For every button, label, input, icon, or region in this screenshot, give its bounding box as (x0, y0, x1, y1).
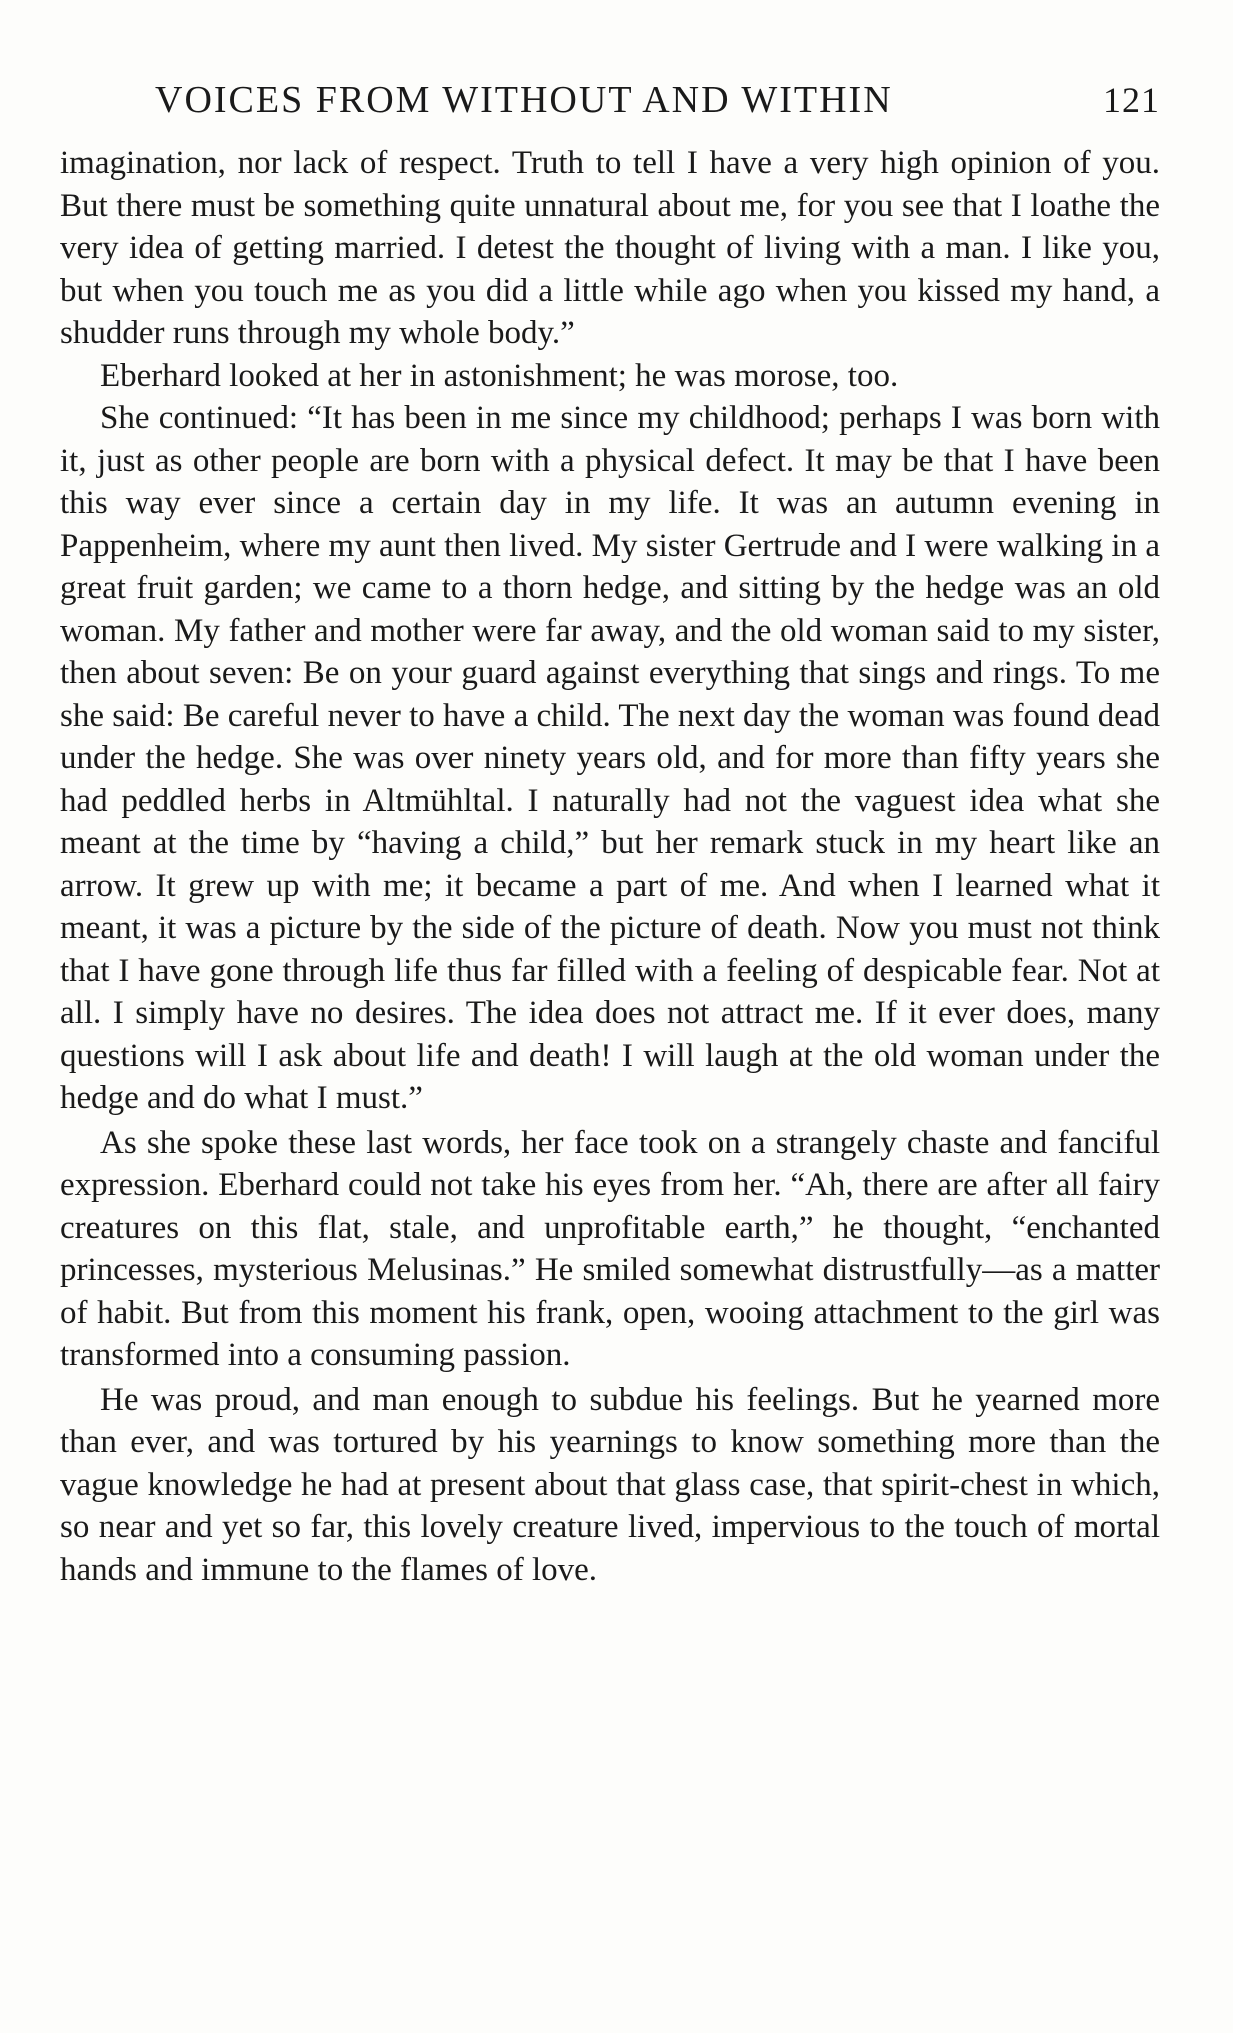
page-number: 121 (1103, 80, 1160, 120)
book-page (60, 78, 1160, 1591)
paragraph: She continued: “It has been in me since my childhood; perhaps I was born with it, just as other people are born with a physical defect. It may be that I have been this way ever since a certain day in my life. It was an autumn evening in Pappenheim, where my aunt then lived. My sister Gertrude and I were walking in a great fruit garden; we came to a thorn hedge, and sitting by the hedge was an old woman. My father and mother were far away, and the old woman said to my sister, then about seven: Be on your guard against everything that sings and rings. To me she said: Be careful never to have a child. The next day the woman was found dead under the hedge. She was over ninety years old, and for more than fifty years she had peddled herbs in Altmühltal. I naturally had not the vaguest idea what she meant at the time by “having a child,” but her remark stuck in my heart like an arrow. It grew up with me; it became a part of me. And when I learned what it meant, it was a picture by the side of the picture of death. Now you must not think that I have gone through life thus far filled with a feeling of despicable fear. Not at all. I simply have no desires. The idea does not attract me. If it ever does, many questions will I ask about life and death! I will laugh at the old woman under the hedge and do what I must.” (60, 400, 1160, 1116)
paragraph: As she spoke these last words, her face took on a strangely chaste and fanciful expression. Eberhard could not take his eyes from her. “Ah, there are after all fairy creatures on this flat, stale, and unprofitable earth,” he thought, “enchanted princesses, mysterious Melusinas.” He smiled somewhat distrustfully—as a matter of habit. But from this moment his frank, open, wooing attachment to the girl was transformed into a consuming passion. (60, 1124, 1160, 1373)
running-title: VOICES FROM WITHOUT AND WITHIN (155, 79, 893, 121)
running-head (60, 78, 1160, 122)
paragraph-continued: imagination, nor lack of respect. Truth to tell I have a very high opinion of you. But there must be something quite unnatural about me, for you see that I loathe the very idea of getting married. I detest the thought of living with a man. I like you, but when you touch me as you did a little while ago when you kissed my hand, a shudder runs through my whole body.” (60, 145, 1160, 351)
text-body (60, 142, 1160, 1591)
paragraph: He was proud, and man enough to subdue his feelings. But he yearned more than ever, and was tortured by his yearnings to know something more than the vague knowledge he had at present about that glass case, that spirit-chest in which, so near and yet so far, this lovely creature lived, impervious to the touch of mortal hands and immune to the flames of love. (60, 1381, 1160, 1588)
paragraph: Eberhard looked at her in astonishment; he was morose, too. (100, 357, 899, 394)
